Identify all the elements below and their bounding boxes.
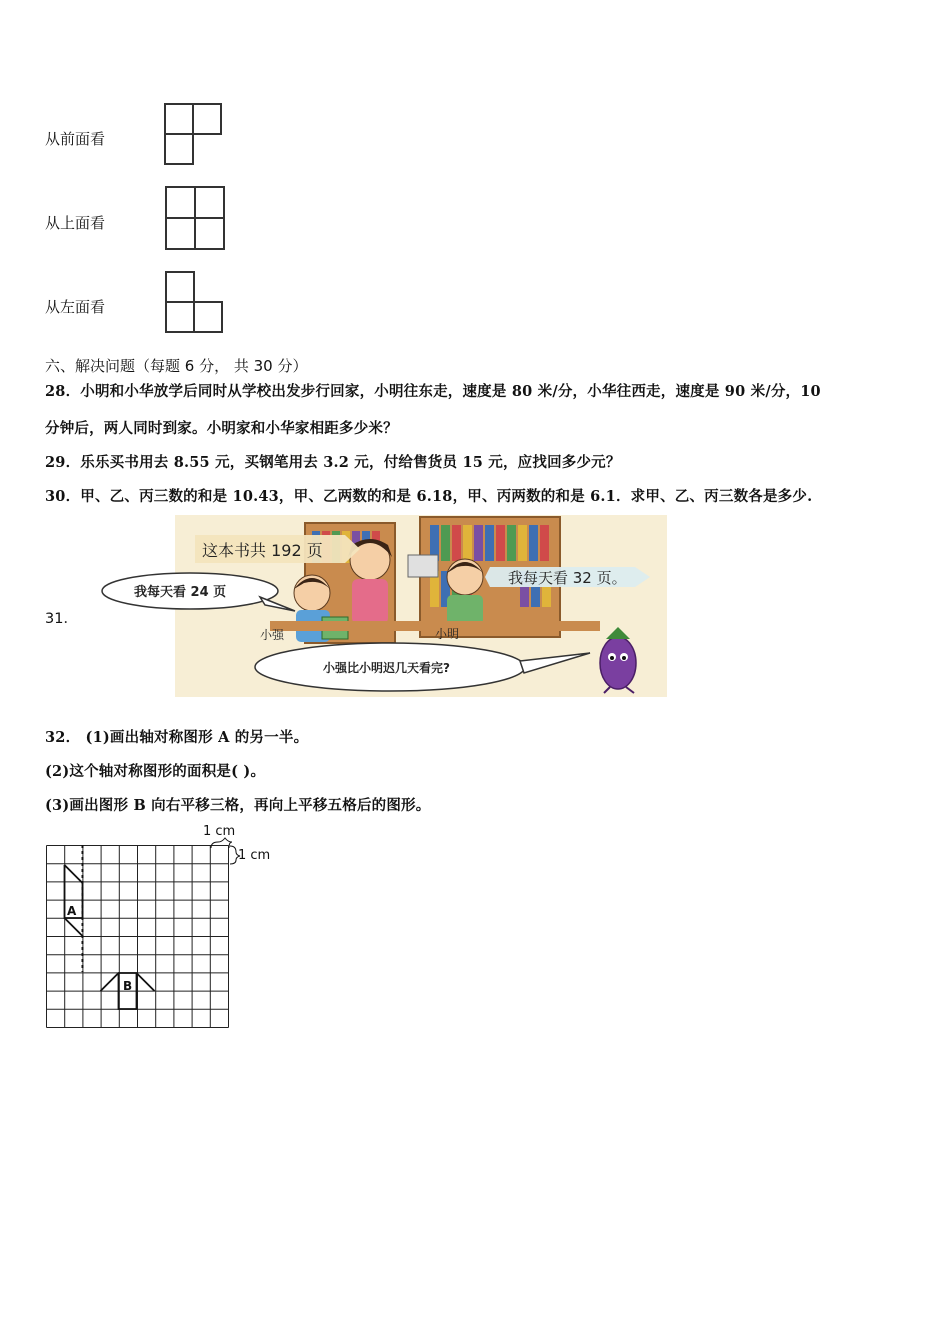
name-ming: 小明 — [435, 627, 460, 641]
question-28-line2: 分钟后，两人同时到家。小明家和小华家相距多少米？ — [45, 420, 398, 437]
bubble-question-text: 小强比小明迟几天看完? — [323, 661, 450, 675]
bubble-ming-text: 我每天看 32 页。 — [508, 569, 627, 587]
view-left-label: 从左面看 — [45, 298, 106, 316]
shape-a-label: A — [67, 904, 77, 918]
top-view-figure — [160, 183, 230, 253]
left-view-figure — [160, 268, 228, 336]
section-six-title: 六、解决问题（每题 6 分， 共 30 分） — [45, 357, 308, 375]
question-32-line3: (3)画出图形 B 向右平移三格，再向上平移五格后的图形。 — [45, 797, 431, 814]
question-28-line1: 28．小明和小华放学后同时从学校出发步行回家，小明往东走，速度是 80 米/分，小华往西走，速度是 90 米/分，10 — [45, 383, 821, 400]
bubble-qiang-text: 我每天看 24 页 — [134, 585, 227, 600]
unit-brace-top — [211, 838, 232, 848]
question-30: 30．甲、乙、丙三数的和是 10.43，甲、乙两数的和是 6.18，甲、丙两数的和是 6.1．求甲、乙、丙三数各是多少. — [45, 488, 813, 505]
question-31-number: 31． — [45, 611, 78, 627]
unit-right-label: 1 cm — [238, 848, 271, 863]
question-31-illustration — [90, 515, 670, 700]
question-29: 29．乐乐买书用去 8.55 元，买钢笔用去 3.2 元，付给售货员 15 元，应找回多少元？ — [45, 454, 621, 471]
bubble-book-text: 这本书共 192 页 — [202, 541, 323, 560]
question-32-line2: (2)这个轴对称图形的面积是( )。 — [45, 763, 266, 780]
view-front-label: 从前面看 — [45, 130, 106, 148]
unit-top-label: 1 cm — [203, 824, 236, 839]
question-32-line1: 32． (1)画出轴对称图形 A 的另一半。 — [45, 729, 309, 746]
name-qiang: 小强 — [260, 628, 285, 642]
view-top-label: 从上面看 — [45, 214, 106, 232]
front-view-figure — [160, 100, 226, 168]
grid-lines — [47, 846, 229, 1028]
question-32-grid-figure — [40, 820, 290, 1035]
shape-b-label: B — [123, 979, 133, 993]
